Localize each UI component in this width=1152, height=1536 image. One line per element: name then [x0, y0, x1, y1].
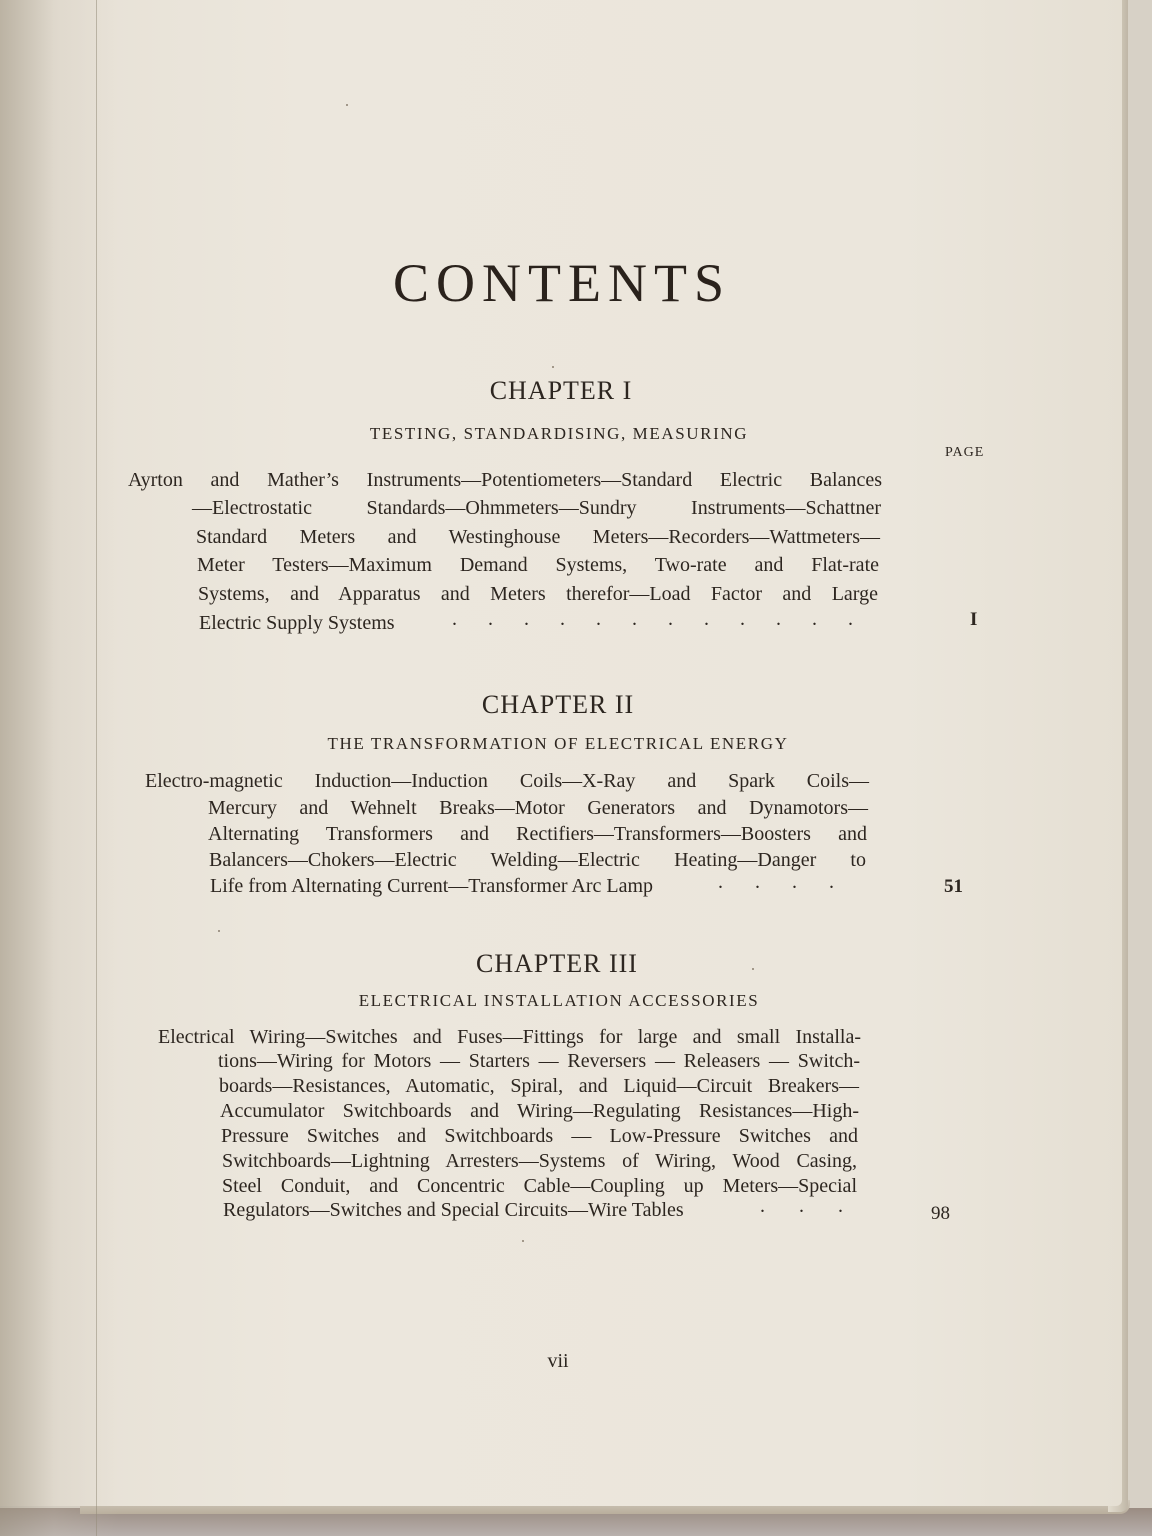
chapter-1-page-number: I — [970, 609, 978, 630]
chapter-1-summary-line: Systems, and Apparatus and Meters therefor—Load Factor and Large — [198, 583, 878, 605]
chapter-2-summary-line: Mercury and Wehnelt Breaks—Motor Generators and Dynamotors— — [208, 797, 868, 819]
contents-heading: CONTENTS — [393, 253, 731, 313]
chapter-3-summary-line: Steel Conduit, and Concentric Cable—Coupling up Meters—Special — [222, 1175, 857, 1197]
chapter-1-summary-line: Standard Meters and Westinghouse Meters—Recorders—Wattmeters— — [196, 526, 880, 548]
chapter-1-subtitle: TESTING, STANDARDISING, MEASURING — [369, 424, 749, 443]
chapter-2-summary-line: Balancers—Chokers—Electric Welding—Electric Heating—Danger to — [209, 849, 866, 871]
left-page-edge — [0, 0, 97, 1536]
paper-speck — [552, 366, 554, 368]
chapter-2-subtitle: THE TRANSFORMATION OF ELECTRICAL ENERGY — [327, 734, 789, 753]
paper-speck — [346, 104, 348, 106]
chapter-3-summary-line: boards—Resistances, Automatic, Spiral, and Liquid—Circuit Breakers— — [219, 1075, 859, 1097]
chapter-3-summary-line: Electrical Wiring—Switches and Fuses—Fittings for large and small Installa- — [158, 1026, 861, 1048]
chapter-1-summary-line: Ayrton and Mather’s Instruments—Potentiometers—Standard Electric Balances — [128, 469, 882, 491]
chapter-1-summary-line: —Electrostatic Standards—Ohmmeters—Sundry Instruments—Schattner — [192, 497, 881, 519]
page-column-label: PAGE — [945, 445, 985, 460]
chapter-3-summary-line: Accumulator Switchboards and Wiring—Regulating Resistances—High- — [220, 1100, 859, 1122]
chapter-2-summary-line: Life from Alternating Current—Transformer Arc Lamp — [210, 875, 654, 897]
chapter-3-summary-line: Regulators—Switches and Special Circuits—Wire Tables — [223, 1199, 684, 1221]
chapter-3-summary-line: tions—Wiring for Motors — Starters — Reversers — Releasers — Switch- — [218, 1050, 860, 1072]
chapter-3-page-number: 98 — [931, 1203, 950, 1224]
chapter-1-summary-line: Meter Testers—Maximum Demand Systems, Two-rate and Flat-rate — [197, 554, 879, 576]
leader-dots: ... — [760, 1195, 877, 1217]
leader-dots: .... — [718, 871, 866, 893]
chapter-1-summary-line: Electric Supply Systems — [199, 612, 395, 634]
paper-speck — [218, 930, 220, 932]
leader-dots: ............ — [452, 608, 884, 630]
chapter-1-heading: CHAPTER I — [489, 376, 633, 405]
chapter-3-summary-line: Pressure Switches and Switchboards — Low-Pressure Switches and — [221, 1125, 858, 1147]
chapter-2-summary-line: Alternating Transformers and Rectifiers—Transformers—Boosters and — [208, 823, 867, 845]
chapter-2-heading: CHAPTER II — [481, 690, 635, 719]
chapter-3-summary-line: Switchboards—Lightning Arresters—Systems of Wiring, Wood Casing, — [222, 1150, 857, 1172]
paper-speck — [522, 1240, 524, 1242]
chapter-2-page-number: 51 — [944, 876, 963, 897]
chapter-2-summary-line: Electro-magnetic Induction—Induction Coils—X-Ray and Spark Coils— — [145, 770, 869, 792]
chapter-3-heading: CHAPTER III — [476, 949, 638, 978]
chapter-3-subtitle: ELECTRICAL INSTALLATION ACCESSORIES — [358, 991, 760, 1010]
page-folio: vii — [547, 1350, 569, 1372]
